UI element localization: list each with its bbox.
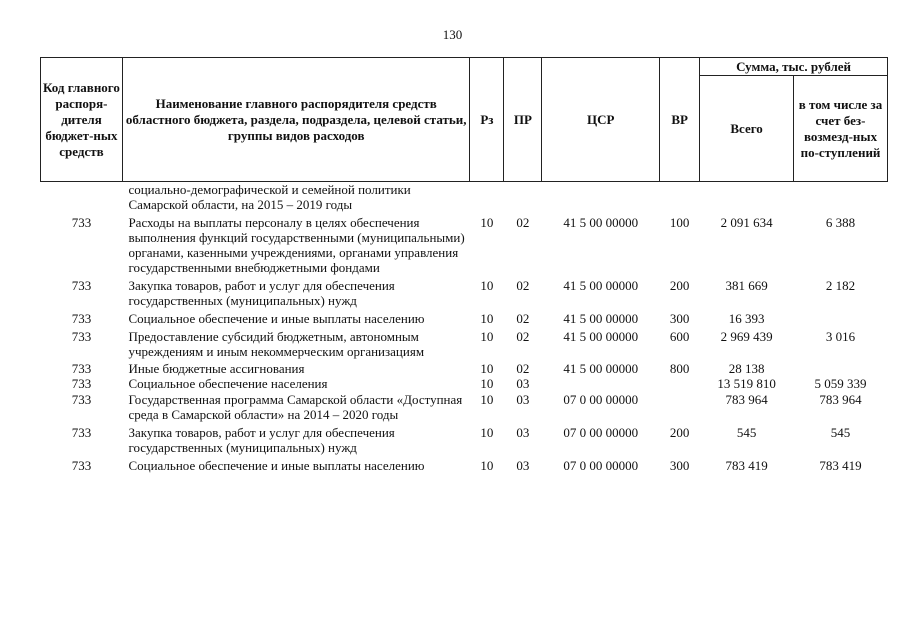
header-csr: ЦСР bbox=[542, 58, 660, 182]
cell-name: Закупка товаров, работ и услуг для обеспечения государственных (муниципальных) нужд bbox=[128, 425, 395, 455]
cell-code bbox=[41, 182, 123, 215]
cell-code: 733 bbox=[71, 278, 92, 293]
cell-rz: 10 bbox=[480, 329, 494, 344]
cell-total: 28 138 bbox=[728, 361, 765, 376]
cell-name: Расходы на выплаты персоналу в целях обеспечения выполнения функций государственными (муниципальными) органами, казенными учреждениями, органами управления государственными внебюджетными фондами bbox=[128, 215, 465, 275]
cell-name: Закупка товаров, работ и услуг для обеспечения государственных (муниципальных) нужд bbox=[128, 278, 395, 308]
cell-subsidy: 783 964 bbox=[819, 392, 862, 407]
cell-name: Социальное обеспечение населения bbox=[128, 376, 328, 391]
cell-name: Предоставление субсидий бюджетным, автономным учреждениям и иным некоммерческим организациям bbox=[128, 329, 425, 359]
cell-csr: 07 0 00 00000 bbox=[563, 425, 639, 440]
header-total: Всего bbox=[700, 76, 794, 182]
cell-csr: 41 5 00 00000 bbox=[563, 361, 639, 376]
header-vr: ВР bbox=[660, 58, 700, 182]
cell-code: 733 bbox=[71, 425, 92, 440]
table-row bbox=[41, 214, 888, 277]
cell-vr bbox=[660, 182, 700, 215]
cell-name: Социальное обеспечение и иные выплаты населению bbox=[128, 458, 425, 473]
cell-pr bbox=[504, 182, 542, 215]
cell-csr: 41 5 00 00000 bbox=[563, 215, 639, 230]
cell-pr: 02 bbox=[516, 278, 530, 293]
cell-total: 2 091 634 bbox=[720, 215, 773, 230]
cell-code: 733 bbox=[71, 392, 92, 407]
cell-subsidy bbox=[794, 310, 888, 328]
cell-pr: 03 bbox=[516, 458, 530, 473]
cell-code: 733 bbox=[71, 458, 92, 473]
cell-pr: 02 bbox=[516, 361, 530, 376]
cell-vr: 100 bbox=[669, 215, 690, 230]
cell-vr: 200 bbox=[669, 278, 690, 293]
budget-table bbox=[40, 57, 888, 475]
cell-name: Государственная программа Самарской области «Доступная среда в Самарской области» на 2014 – 2020 годы bbox=[128, 392, 463, 422]
cell-total: 783 964 bbox=[725, 392, 768, 407]
cell-pr: 03 bbox=[516, 425, 530, 440]
cell-code: 733 bbox=[71, 361, 92, 376]
cell-code: 733 bbox=[71, 329, 92, 344]
cell-subsidy: 5 059 339 bbox=[814, 376, 867, 391]
cell-total bbox=[700, 182, 794, 215]
cell-csr: 41 5 00 00000 bbox=[563, 278, 639, 293]
table-row bbox=[41, 424, 888, 457]
cell-csr: 41 5 00 00000 bbox=[563, 329, 639, 344]
header-rz: Рз bbox=[470, 58, 504, 182]
cell-subsidy: 6 388 bbox=[825, 215, 856, 230]
cell-vr bbox=[660, 376, 700, 391]
cell-pr: 03 bbox=[516, 376, 530, 391]
table-header bbox=[41, 58, 888, 182]
cell-name: Социальное обеспечение и иные выплаты населению bbox=[128, 311, 425, 326]
cell-name: Иные бюджетные ассигнования bbox=[128, 361, 305, 376]
cell-pr: 03 bbox=[516, 392, 530, 407]
cell-vr: 300 bbox=[669, 458, 690, 473]
cell-total: 2 969 439 bbox=[720, 329, 773, 344]
cell-rz: 10 bbox=[480, 425, 494, 440]
cell-code: 733 bbox=[71, 311, 92, 326]
cell-total: 13 519 810 bbox=[717, 376, 776, 391]
table-row bbox=[41, 376, 888, 391]
cell-csr bbox=[542, 376, 660, 391]
cell-rz: 10 bbox=[480, 215, 494, 230]
cell-vr: 600 bbox=[669, 329, 690, 344]
table-row bbox=[41, 182, 888, 215]
cell-rz: 10 bbox=[480, 376, 494, 391]
cell-vr: 200 bbox=[669, 425, 690, 440]
cell-subsidy bbox=[794, 182, 888, 215]
cell-total: 783 419 bbox=[725, 458, 768, 473]
cell-subsidy: 783 419 bbox=[819, 458, 862, 473]
table-row bbox=[41, 361, 888, 376]
cell-rz: 10 bbox=[480, 392, 494, 407]
cell-name: социально-демографической и семейной политики Самарской области, на 2015 – 2019 годы bbox=[128, 182, 411, 212]
cell-pr: 02 bbox=[516, 311, 530, 326]
header-pr: ПР bbox=[504, 58, 542, 182]
cell-pr: 02 bbox=[516, 329, 530, 344]
cell-csr: 07 0 00 00000 bbox=[563, 458, 639, 473]
cell-vr: 300 bbox=[669, 311, 690, 326]
table-row bbox=[41, 391, 888, 424]
cell-vr: 800 bbox=[669, 361, 690, 376]
cell-rz bbox=[470, 182, 504, 215]
header-subsidy: в том числе за счет без-возмезд-ных по-ступлений bbox=[794, 76, 888, 182]
header-name: Наименование главного распорядителя средств областного бюджета, раздела, подраздела, целевой статьи, группы видов расходов bbox=[122, 58, 469, 182]
cell-rz: 10 bbox=[480, 278, 494, 293]
cell-code: 733 bbox=[71, 376, 92, 391]
cell-total: 545 bbox=[736, 425, 757, 440]
table-row bbox=[41, 328, 888, 361]
cell-code: 733 bbox=[71, 215, 92, 230]
cell-vr bbox=[660, 391, 700, 424]
cell-total: 16 393 bbox=[728, 311, 765, 326]
cell-csr: 41 5 00 00000 bbox=[563, 311, 639, 326]
table-row bbox=[41, 277, 888, 310]
table-body bbox=[41, 182, 888, 476]
cell-total: 381 669 bbox=[725, 278, 768, 293]
cell-subsidy: 2 182 bbox=[825, 278, 856, 293]
cell-subsidy bbox=[794, 361, 888, 376]
header-sum-group: Сумма, тыс. рублей bbox=[700, 58, 888, 76]
cell-rz: 10 bbox=[480, 361, 494, 376]
cell-rz: 10 bbox=[480, 311, 494, 326]
table-row bbox=[41, 457, 888, 475]
cell-subsidy: 545 bbox=[830, 425, 851, 440]
cell-csr: 07 0 00 00000 bbox=[563, 392, 639, 407]
cell-subsidy: 3 016 bbox=[825, 329, 856, 344]
cell-rz: 10 bbox=[480, 458, 494, 473]
cell-csr bbox=[542, 182, 660, 215]
cell-pr: 02 bbox=[516, 215, 530, 230]
page-number: 130 bbox=[442, 27, 463, 42]
header-code: Код главного распоря-дителя бюджет-ных средств bbox=[41, 58, 123, 182]
table-row bbox=[41, 310, 888, 328]
